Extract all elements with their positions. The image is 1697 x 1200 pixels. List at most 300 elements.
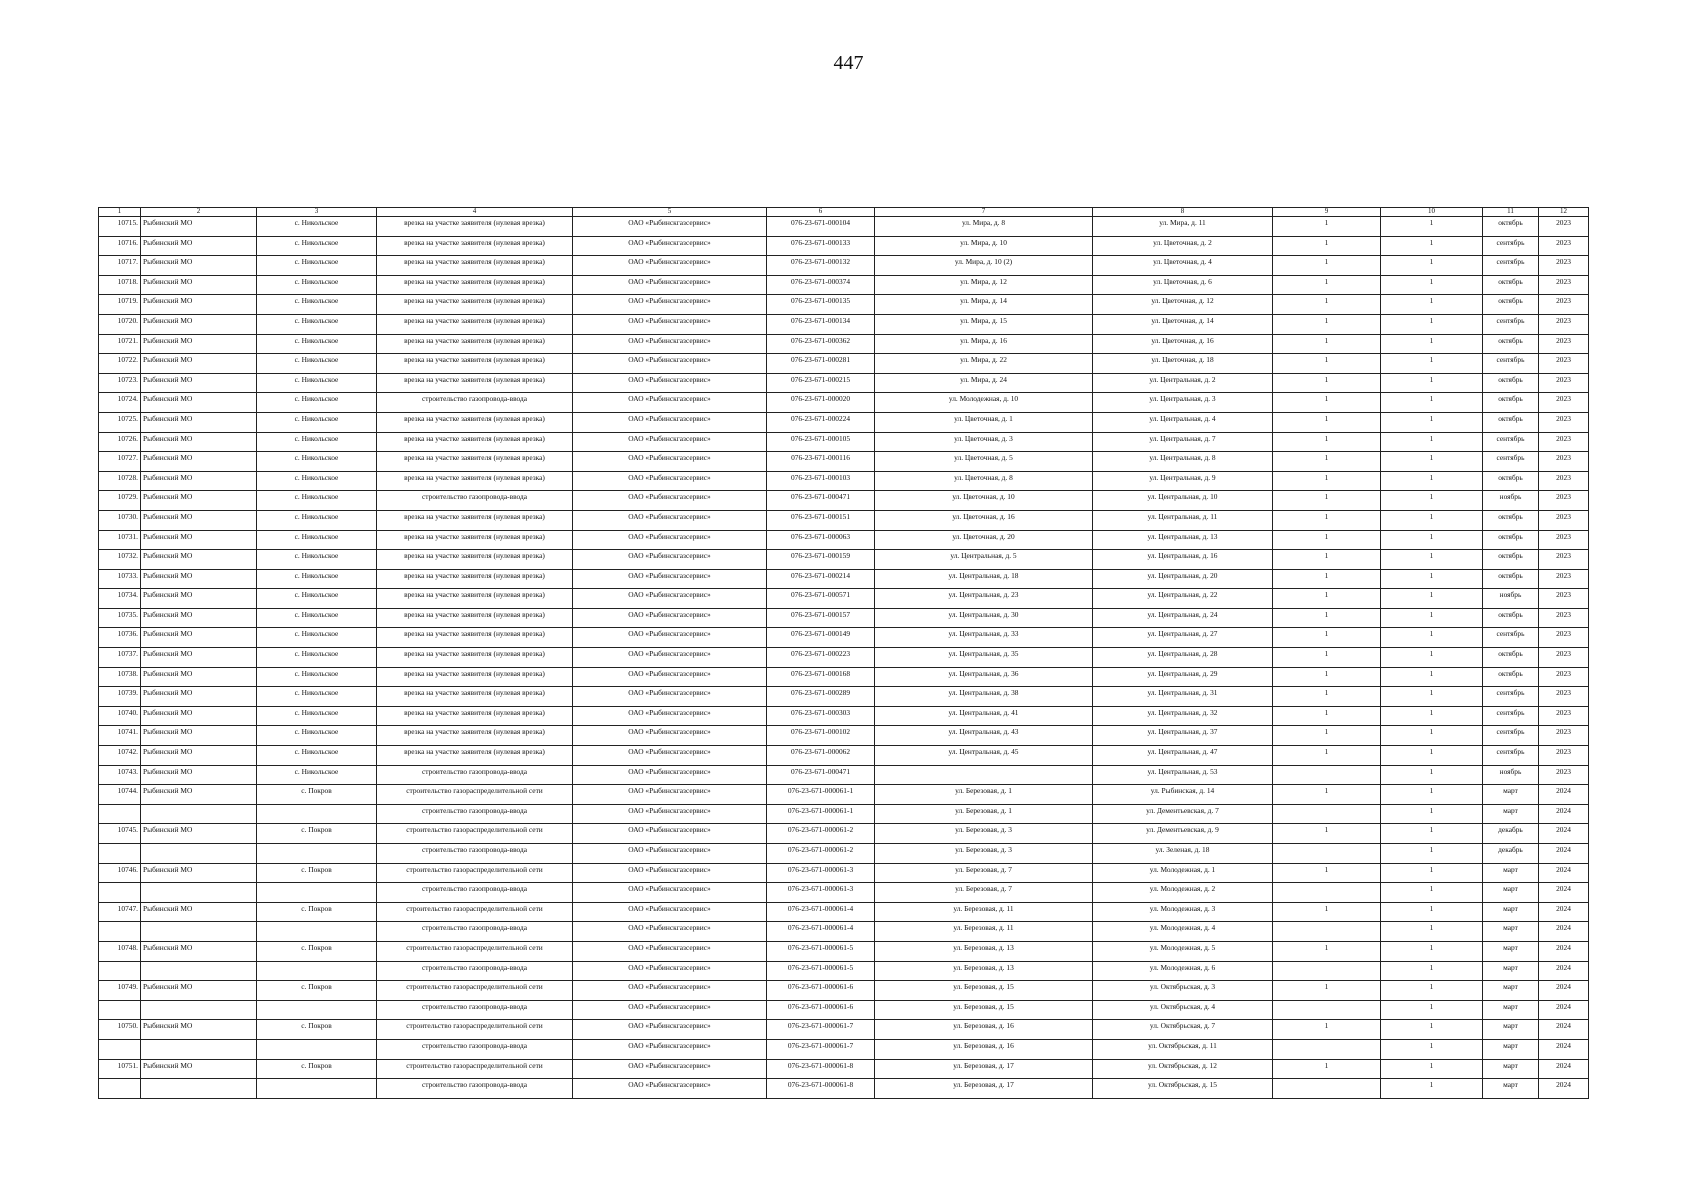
- municipality-cell: Рыбинский МО: [141, 471, 257, 491]
- count-col-10-cell: 1: [1381, 275, 1483, 295]
- settlement-cell: с. Никольское: [257, 667, 377, 687]
- table-row: [99, 687, 1589, 707]
- municipality-cell: Рыбинский МО: [141, 1020, 257, 1040]
- month-cell: март: [1483, 1079, 1539, 1099]
- header-cell-7: 7: [875, 208, 1093, 217]
- count-col-9-cell: 1: [1273, 687, 1381, 707]
- count-col-9-cell: 1: [1273, 569, 1381, 589]
- work-type-cell: врезка на участке заявителя (нулевая врезка): [377, 589, 573, 609]
- header-cell-11: 11: [1483, 208, 1539, 217]
- row-number-cell: 10748.: [99, 941, 141, 961]
- address-to-cell: ул. Цветочная, д. 2: [1093, 236, 1273, 256]
- table-body: [99, 208, 1589, 1099]
- address-from-cell: ул. Мира, д. 10 (2): [875, 256, 1093, 276]
- year-cell: 2023: [1539, 765, 1589, 785]
- count-col-9-cell: 1: [1273, 981, 1381, 1001]
- municipality-cell: Рыбинский МО: [141, 256, 257, 276]
- count-col-9-cell: [1273, 844, 1381, 864]
- year-cell: 2023: [1539, 726, 1589, 746]
- work-type-cell: строительство газораспределительной сети: [377, 785, 573, 805]
- work-type-cell: врезка на участке заявителя (нулевая врезка): [377, 354, 573, 374]
- organization-cell: ОАО «Рыбинскгазсервис»: [573, 648, 767, 668]
- municipality-cell: Рыбинский МО: [141, 785, 257, 805]
- table-row: [99, 648, 1589, 668]
- count-col-10-cell: 1: [1381, 354, 1483, 374]
- contract-number-cell: 076-23-671-000289: [767, 687, 875, 707]
- count-col-10-cell: 1: [1381, 706, 1483, 726]
- settlement-cell: с. Никольское: [257, 256, 377, 276]
- address-from-cell: ул. Центральная, д. 18: [875, 569, 1093, 589]
- month-cell: октябрь: [1483, 530, 1539, 550]
- settlement-cell: с. Покров: [257, 902, 377, 922]
- contract-number-cell: 076-23-671-000223: [767, 648, 875, 668]
- table-row: [99, 608, 1589, 628]
- table-row: [99, 314, 1589, 334]
- work-type-cell: врезка на участке заявителя (нулевая врезка): [377, 236, 573, 256]
- row-number-cell: 10727.: [99, 452, 141, 472]
- address-from-cell: ул. Центральная, д. 35: [875, 648, 1093, 668]
- count-col-9-cell: 1: [1273, 412, 1381, 432]
- count-col-9-cell: 1: [1273, 902, 1381, 922]
- header-cell-5: 5: [573, 208, 767, 217]
- address-from-cell: ул. Центральная, д. 30: [875, 608, 1093, 628]
- header-row: [99, 208, 1589, 217]
- municipality-cell: Рыбинский МО: [141, 765, 257, 785]
- row-number-cell: [99, 883, 141, 903]
- organization-cell: ОАО «Рыбинскгазсервис»: [573, 334, 767, 354]
- address-from-cell: ул. Березовая, д. 17: [875, 1079, 1093, 1099]
- count-col-9-cell: [1273, 1039, 1381, 1059]
- month-cell: октябрь: [1483, 412, 1539, 432]
- row-number-cell: [99, 844, 141, 864]
- count-col-10-cell: 1: [1381, 667, 1483, 687]
- row-number-cell: [99, 961, 141, 981]
- table-row: [99, 354, 1589, 374]
- settlement-cell: с. Никольское: [257, 530, 377, 550]
- address-from-cell: ул. Центральная, д. 41: [875, 706, 1093, 726]
- address-to-cell: ул. Молодежная, д. 3: [1093, 902, 1273, 922]
- work-type-cell: строительство газопровода-ввода: [377, 961, 573, 981]
- row-number-cell: [99, 1000, 141, 1020]
- row-number-cell: 10726.: [99, 432, 141, 452]
- month-cell: декабрь: [1483, 824, 1539, 844]
- contract-number-cell: 076-23-671-000214: [767, 569, 875, 589]
- table-row: [99, 1039, 1589, 1059]
- settlement-cell: с. Никольское: [257, 275, 377, 295]
- row-number-cell: 10746.: [99, 863, 141, 883]
- month-cell: октябрь: [1483, 334, 1539, 354]
- count-col-10-cell: 1: [1381, 1079, 1483, 1099]
- table-row: [99, 844, 1589, 864]
- work-type-cell: строительство газопровода-ввода: [377, 1039, 573, 1059]
- work-type-cell: врезка на участке заявителя (нулевая врезка): [377, 510, 573, 530]
- row-number-cell: 10750.: [99, 1020, 141, 1040]
- municipality-cell: [141, 804, 257, 824]
- count-col-9-cell: 1: [1273, 1059, 1381, 1079]
- address-to-cell: ул. Центральная, д. 47: [1093, 746, 1273, 766]
- address-to-cell: ул. Цветочная, д. 16: [1093, 334, 1273, 354]
- count-col-9-cell: 1: [1273, 824, 1381, 844]
- count-col-9-cell: 1: [1273, 550, 1381, 570]
- settlement-cell: с. Покров: [257, 1059, 377, 1079]
- settlement-cell: [257, 961, 377, 981]
- year-cell: 2024: [1539, 981, 1589, 1001]
- contract-number-cell: 076-23-671-000061-6: [767, 1000, 875, 1020]
- year-cell: 2023: [1539, 589, 1589, 609]
- count-col-10-cell: 1: [1381, 981, 1483, 1001]
- count-col-10-cell: 1: [1381, 491, 1483, 511]
- address-from-cell: [875, 765, 1093, 785]
- year-cell: 2023: [1539, 667, 1589, 687]
- organization-cell: ОАО «Рыбинскгазсервис»: [573, 804, 767, 824]
- row-number-cell: 10725.: [99, 412, 141, 432]
- address-from-cell: ул. Березовая, д. 11: [875, 922, 1093, 942]
- month-cell: октябрь: [1483, 667, 1539, 687]
- organization-cell: ОАО «Рыбинскгазсервис»: [573, 452, 767, 472]
- settlement-cell: с. Никольское: [257, 608, 377, 628]
- settlement-cell: [257, 1039, 377, 1059]
- year-cell: 2023: [1539, 608, 1589, 628]
- month-cell: сентябрь: [1483, 236, 1539, 256]
- table-row: [99, 746, 1589, 766]
- table-row: [99, 981, 1589, 1001]
- municipality-cell: Рыбинский МО: [141, 941, 257, 961]
- address-from-cell: ул. Березовая, д. 17: [875, 1059, 1093, 1079]
- address-to-cell: ул. Центральная, д. 4: [1093, 412, 1273, 432]
- month-cell: сентябрь: [1483, 706, 1539, 726]
- contract-number-cell: 076-23-671-000135: [767, 295, 875, 315]
- address-to-cell: ул. Цветочная, д. 4: [1093, 256, 1273, 276]
- count-col-9-cell: 1: [1273, 530, 1381, 550]
- count-col-9-cell: 1: [1273, 217, 1381, 237]
- count-col-10-cell: 1: [1381, 452, 1483, 472]
- address-from-cell: ул. Центральная, д. 43: [875, 726, 1093, 746]
- address-from-cell: ул. Березовая, д. 3: [875, 844, 1093, 864]
- address-from-cell: ул. Березовая, д. 1: [875, 785, 1093, 805]
- count-col-9-cell: 1: [1273, 256, 1381, 276]
- contract-number-cell: 076-23-671-000061-1: [767, 804, 875, 824]
- year-cell: 2023: [1539, 569, 1589, 589]
- municipality-cell: Рыбинский МО: [141, 608, 257, 628]
- address-to-cell: ул. Октябрьская, д. 12: [1093, 1059, 1273, 1079]
- address-to-cell: ул. Центральная, д. 22: [1093, 589, 1273, 609]
- year-cell: 2024: [1539, 1020, 1589, 1040]
- row-number-cell: 10735.: [99, 608, 141, 628]
- municipality-cell: [141, 961, 257, 981]
- row-number-cell: 10744.: [99, 785, 141, 805]
- contract-number-cell: 076-23-671-000571: [767, 589, 875, 609]
- contract-number-cell: 076-23-671-000116: [767, 452, 875, 472]
- count-col-10-cell: 1: [1381, 1000, 1483, 1020]
- month-cell: октябрь: [1483, 295, 1539, 315]
- year-cell: 2024: [1539, 1039, 1589, 1059]
- work-type-cell: врезка на участке заявителя (нулевая врезка): [377, 432, 573, 452]
- municipality-cell: Рыбинский МО: [141, 236, 257, 256]
- table-row: [99, 1000, 1589, 1020]
- settlement-cell: [257, 1079, 377, 1099]
- row-number-cell: [99, 804, 141, 824]
- organization-cell: ОАО «Рыбинскгазсервис»: [573, 765, 767, 785]
- year-cell: 2023: [1539, 217, 1589, 237]
- table-row: [99, 1020, 1589, 1040]
- settlement-cell: с. Никольское: [257, 452, 377, 472]
- settlement-cell: с. Никольское: [257, 314, 377, 334]
- address-to-cell: ул. Центральная, д. 8: [1093, 452, 1273, 472]
- month-cell: сентябрь: [1483, 746, 1539, 766]
- address-to-cell: ул. Центральная, д. 10: [1093, 491, 1273, 511]
- year-cell: 2024: [1539, 1059, 1589, 1079]
- settlement-cell: [257, 804, 377, 824]
- table-row: [99, 256, 1589, 276]
- address-to-cell: ул. Цветочная, д. 6: [1093, 275, 1273, 295]
- settlement-cell: с. Никольское: [257, 726, 377, 746]
- municipality-cell: [141, 883, 257, 903]
- address-from-cell: ул. Березовая, д. 13: [875, 941, 1093, 961]
- count-col-9-cell: 1: [1273, 275, 1381, 295]
- contract-number-cell: 076-23-671-000215: [767, 373, 875, 393]
- work-type-cell: врезка на участке заявителя (нулевая врезка): [377, 471, 573, 491]
- count-col-10-cell: 1: [1381, 608, 1483, 628]
- month-cell: ноябрь: [1483, 491, 1539, 511]
- address-to-cell: ул. Центральная, д. 32: [1093, 706, 1273, 726]
- address-from-cell: ул. Мира, д. 16: [875, 334, 1093, 354]
- municipality-cell: Рыбинский МО: [141, 667, 257, 687]
- work-type-cell: строительство газораспределительной сети: [377, 1020, 573, 1040]
- month-cell: март: [1483, 883, 1539, 903]
- contract-number-cell: 076-23-671-000132: [767, 256, 875, 276]
- row-number-cell: 10733.: [99, 569, 141, 589]
- table-row: [99, 491, 1589, 511]
- address-to-cell: ул. Мира, д. 11: [1093, 217, 1273, 237]
- organization-cell: ОАО «Рыбинскгазсервис»: [573, 530, 767, 550]
- organization-cell: ОАО «Рыбинскгазсервис»: [573, 608, 767, 628]
- year-cell: 2023: [1539, 706, 1589, 726]
- row-number-cell: 10724.: [99, 393, 141, 413]
- address-to-cell: ул. Центральная, д. 20: [1093, 569, 1273, 589]
- contract-number-cell: 076-23-671-000151: [767, 510, 875, 530]
- address-from-cell: ул. Мира, д. 14: [875, 295, 1093, 315]
- settlement-cell: с. Покров: [257, 824, 377, 844]
- municipality-cell: Рыбинский МО: [141, 491, 257, 511]
- month-cell: март: [1483, 863, 1539, 883]
- municipality-cell: Рыбинский МО: [141, 726, 257, 746]
- year-cell: 2023: [1539, 393, 1589, 413]
- row-number-cell: [99, 1079, 141, 1099]
- count-col-9-cell: 1: [1273, 452, 1381, 472]
- settlement-cell: с. Никольское: [257, 334, 377, 354]
- row-number-cell: 10749.: [99, 981, 141, 1001]
- address-from-cell: ул. Цветочная, д. 10: [875, 491, 1093, 511]
- year-cell: 2023: [1539, 354, 1589, 374]
- settlement-cell: с. Никольское: [257, 471, 377, 491]
- settlement-cell: с. Никольское: [257, 706, 377, 726]
- year-cell: 2023: [1539, 746, 1589, 766]
- count-col-10-cell: 1: [1381, 412, 1483, 432]
- row-number-cell: 10723.: [99, 373, 141, 393]
- month-cell: октябрь: [1483, 373, 1539, 393]
- address-to-cell: ул. Молодежная, д. 1: [1093, 863, 1273, 883]
- organization-cell: ОАО «Рыбинскгазсервис»: [573, 941, 767, 961]
- address-to-cell: ул. Молодежная, д. 4: [1093, 922, 1273, 942]
- count-col-9-cell: 1: [1273, 628, 1381, 648]
- year-cell: 2023: [1539, 373, 1589, 393]
- organization-cell: ОАО «Рыбинскгазсервис»: [573, 1079, 767, 1099]
- address-from-cell: ул. Центральная, д. 45: [875, 746, 1093, 766]
- row-number-cell: 10722.: [99, 354, 141, 374]
- count-col-9-cell: 1: [1273, 393, 1381, 413]
- count-col-10-cell: 1: [1381, 550, 1483, 570]
- address-to-cell: ул. Центральная, д. 2: [1093, 373, 1273, 393]
- contract-number-cell: 076-23-671-000061-2: [767, 824, 875, 844]
- contract-number-cell: 076-23-671-000362: [767, 334, 875, 354]
- year-cell: 2023: [1539, 256, 1589, 276]
- month-cell: сентябрь: [1483, 432, 1539, 452]
- address-from-cell: ул. Мира, д. 22: [875, 354, 1093, 374]
- table-row: [99, 295, 1589, 315]
- row-number-cell: 10747.: [99, 902, 141, 922]
- address-to-cell: ул. Октябрьская, д. 15: [1093, 1079, 1273, 1099]
- table-row: [99, 373, 1589, 393]
- count-col-10-cell: 1: [1381, 256, 1483, 276]
- organization-cell: ОАО «Рыбинскгазсервис»: [573, 550, 767, 570]
- count-col-10-cell: 1: [1381, 765, 1483, 785]
- row-number-cell: 10742.: [99, 746, 141, 766]
- address-to-cell: ул. Цветочная, д. 12: [1093, 295, 1273, 315]
- contract-number-cell: 076-23-671-000374: [767, 275, 875, 295]
- month-cell: ноябрь: [1483, 589, 1539, 609]
- address-to-cell: ул. Октябрьская, д. 7: [1093, 1020, 1273, 1040]
- count-col-10-cell: 1: [1381, 726, 1483, 746]
- address-from-cell: ул. Мира, д. 24: [875, 373, 1093, 393]
- header-cell-10: 10: [1381, 208, 1483, 217]
- contract-number-cell: 076-23-671-000061-3: [767, 883, 875, 903]
- organization-cell: ОАО «Рыбинскгазсервис»: [573, 256, 767, 276]
- year-cell: 2023: [1539, 491, 1589, 511]
- address-to-cell: ул. Цветочная, д. 18: [1093, 354, 1273, 374]
- municipality-cell: Рыбинский МО: [141, 510, 257, 530]
- year-cell: 2024: [1539, 941, 1589, 961]
- row-number-cell: 10721.: [99, 334, 141, 354]
- month-cell: декабрь: [1483, 844, 1539, 864]
- month-cell: сентябрь: [1483, 452, 1539, 472]
- year-cell: 2023: [1539, 334, 1589, 354]
- work-type-cell: врезка на участке заявителя (нулевая врезка): [377, 687, 573, 707]
- table-row: [99, 236, 1589, 256]
- work-type-cell: строительство газопровода-ввода: [377, 1000, 573, 1020]
- organization-cell: ОАО «Рыбинскгазсервис»: [573, 1000, 767, 1020]
- month-cell: октябрь: [1483, 569, 1539, 589]
- table-row: [99, 667, 1589, 687]
- municipality-cell: Рыбинский МО: [141, 432, 257, 452]
- year-cell: 2023: [1539, 628, 1589, 648]
- municipality-cell: Рыбинский МО: [141, 746, 257, 766]
- work-type-cell: строительство газораспределительной сети: [377, 1059, 573, 1079]
- month-cell: октябрь: [1483, 393, 1539, 413]
- municipality-cell: Рыбинский МО: [141, 314, 257, 334]
- count-col-9-cell: 1: [1273, 941, 1381, 961]
- work-type-cell: строительство газораспределительной сети: [377, 902, 573, 922]
- count-col-10-cell: 1: [1381, 236, 1483, 256]
- month-cell: март: [1483, 1039, 1539, 1059]
- settlement-cell: с. Никольское: [257, 550, 377, 570]
- work-type-cell: строительство газопровода-ввода: [377, 393, 573, 413]
- table-row: [99, 824, 1589, 844]
- address-from-cell: ул. Центральная, д. 5: [875, 550, 1093, 570]
- address-to-cell: ул. Центральная, д. 13: [1093, 530, 1273, 550]
- organization-cell: ОАО «Рыбинскгазсервис»: [573, 432, 767, 452]
- year-cell: 2024: [1539, 824, 1589, 844]
- organization-cell: ОАО «Рыбинскгазсервис»: [573, 217, 767, 237]
- address-from-cell: ул. Березовая, д. 15: [875, 981, 1093, 1001]
- month-cell: октябрь: [1483, 608, 1539, 628]
- count-col-10-cell: 1: [1381, 589, 1483, 609]
- contract-number-cell: 076-23-671-000102: [767, 726, 875, 746]
- municipality-cell: Рыбинский МО: [141, 217, 257, 237]
- organization-cell: ОАО «Рыбинскгазсервис»: [573, 785, 767, 805]
- contract-number-cell: 076-23-671-000168: [767, 667, 875, 687]
- settlement-cell: [257, 844, 377, 864]
- month-cell: сентябрь: [1483, 354, 1539, 374]
- table-row: [99, 1079, 1589, 1099]
- settlement-cell: с. Покров: [257, 863, 377, 883]
- address-from-cell: ул. Центральная, д. 38: [875, 687, 1093, 707]
- address-to-cell: ул. Цветочная, д. 14: [1093, 314, 1273, 334]
- address-from-cell: ул. Мира, д. 8: [875, 217, 1093, 237]
- address-from-cell: ул. Березовая, д. 7: [875, 863, 1093, 883]
- count-col-10-cell: 1: [1381, 1059, 1483, 1079]
- municipality-cell: Рыбинский МО: [141, 824, 257, 844]
- organization-cell: ОАО «Рыбинскгазсервис»: [573, 667, 767, 687]
- page-number: 447: [833, 52, 864, 74]
- address-to-cell: ул. Центральная, д. 31: [1093, 687, 1273, 707]
- row-number-cell: 10741.: [99, 726, 141, 746]
- row-number-cell: 10736.: [99, 628, 141, 648]
- organization-cell: ОАО «Рыбинскгазсервис»: [573, 1039, 767, 1059]
- count-col-10-cell: 1: [1381, 217, 1483, 237]
- address-from-cell: ул. Березовая, д. 1: [875, 804, 1093, 824]
- count-col-10-cell: 1: [1381, 941, 1483, 961]
- row-number-cell: 10751.: [99, 1059, 141, 1079]
- work-type-cell: врезка на участке заявителя (нулевая врезка): [377, 667, 573, 687]
- month-cell: октябрь: [1483, 471, 1539, 491]
- settlement-cell: с. Покров: [257, 785, 377, 805]
- municipality-cell: Рыбинский МО: [141, 687, 257, 707]
- organization-cell: ОАО «Рыбинскгазсервис»: [573, 883, 767, 903]
- count-col-10-cell: 1: [1381, 334, 1483, 354]
- month-cell: март: [1483, 1000, 1539, 1020]
- count-col-10-cell: 1: [1381, 922, 1483, 942]
- month-cell: март: [1483, 922, 1539, 942]
- count-col-10-cell: 1: [1381, 785, 1483, 805]
- municipality-cell: Рыбинский МО: [141, 569, 257, 589]
- count-col-9-cell: [1273, 922, 1381, 942]
- address-from-cell: ул. Цветочная, д. 8: [875, 471, 1093, 491]
- month-cell: март: [1483, 902, 1539, 922]
- month-cell: март: [1483, 1059, 1539, 1079]
- month-cell: октябрь: [1483, 648, 1539, 668]
- year-cell: 2023: [1539, 452, 1589, 472]
- contract-number-cell: 076-23-671-000303: [767, 706, 875, 726]
- header-cell-4: 4: [377, 208, 573, 217]
- table-row: [99, 217, 1589, 237]
- work-type-cell: врезка на участке заявителя (нулевая врезка): [377, 706, 573, 726]
- municipality-cell: Рыбинский МО: [141, 275, 257, 295]
- municipality-cell: Рыбинский МО: [141, 550, 257, 570]
- contract-number-cell: 076-23-671-000061-3: [767, 863, 875, 883]
- header-cell-12: 12: [1539, 208, 1589, 217]
- row-number-cell: 10719.: [99, 295, 141, 315]
- address-from-cell: ул. Центральная, д. 23: [875, 589, 1093, 609]
